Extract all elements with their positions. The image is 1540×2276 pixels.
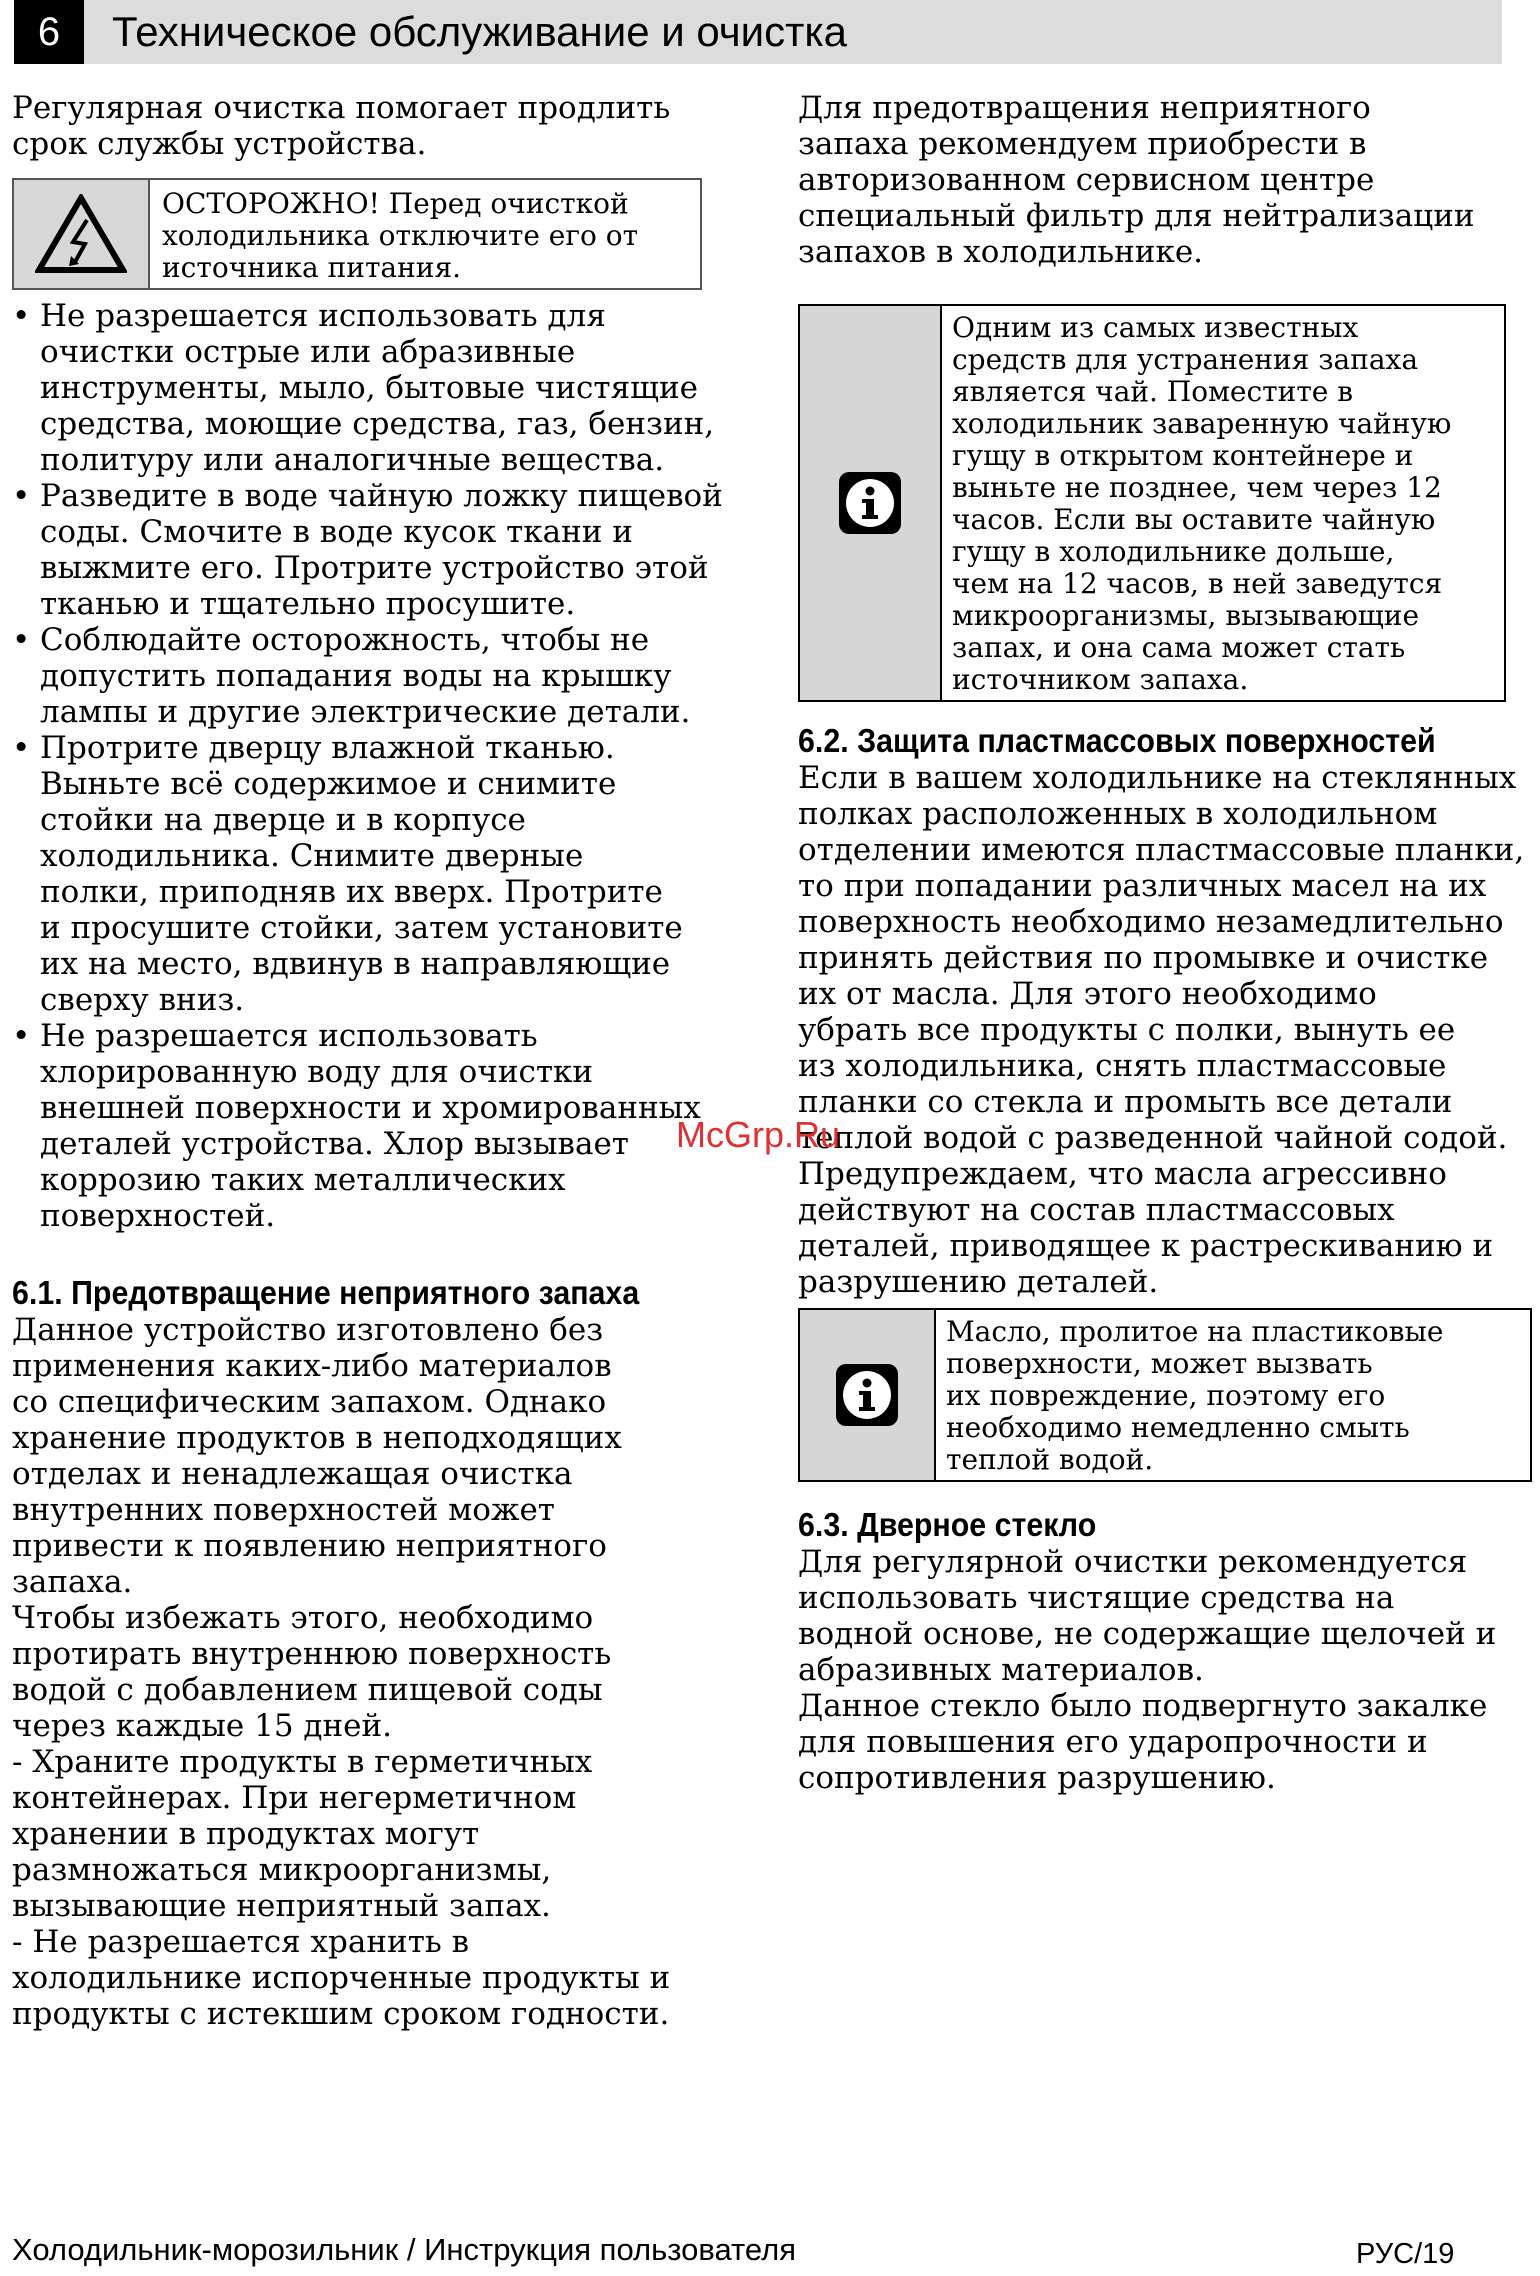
- list-item: • Соблюдайте осторожность, чтобы не допустить попадания воды на крышку лампы и другие электрические детали.: [12, 622, 752, 730]
- warning-text: ОСТОРОЖНО! Перед очисткой холодильника отключите его от источника питания.: [162, 187, 639, 284]
- left-column: [12, 90, 752, 2032]
- intro-text: Регулярная очистка помогает продлить срок службы устройства.: [12, 90, 671, 162]
- section-6-3-heading: 6.3. Дверное стекло: [798, 1506, 1097, 1543]
- info-icon: [837, 470, 903, 536]
- odor-filter-text: Для предотвращения неприятного запаха рекомендуем приобрести в авторизованном сервисном центре специальный фильтр для нейтрализации запахов в холодильнике.: [798, 90, 1475, 270]
- list-item: • Протрите дверцу влажной тканью. Выньте всё содержимое и снимите стойки на дверце и в корпусе холодильника. Снимите дверные полки, приподняв их вверх. Протрите и просушите стойки, затем установите их на место, вдвинув в направляющие сверху вниз.: [12, 730, 752, 1018]
- section-6-3-text: Для регулярной очистки рекомендуется использовать чистящие средства на водной основе, не содержащие щелочей и абразивных материалов. Данное стекло было подвергнуто закалке для повышения его ударопрочности и сопротивления разрушению.: [798, 1544, 1497, 1796]
- footer-document-title: Холодильник-морозильник / Инструкция пользователя: [12, 2232, 796, 2267]
- footer-page-number: РУС/19: [1356, 2238, 1455, 2270]
- info-icon: [834, 1362, 900, 1428]
- info-oil-text: Масло, пролитое на пластиковые поверхности, может вызвать их повреждение, поэтому его необходимо немедленно смыть теплой водой.: [946, 1315, 1444, 1476]
- warning-icon-cell: [14, 180, 150, 288]
- warning-box: [12, 178, 702, 290]
- list-item: • Не разрешается использовать хлорированную воду для очистки внешней поверхности и хромированных деталей устройства. Хлор вызывает коррозию таких металлических поверхностей.: [12, 1018, 752, 1234]
- info-tea-text: Одним из самых известных средств для устранения запаха является чай. Поместите в холодильник заваренную чайную гущу в открытом контейнере и выньте не позднее, чем через 12 часов. Если вы оставите чайную гущу в холодильнике дольше, чем на 12 часов, в ней заведутся микроорганизмы, вызывающие запах, и она сама может стать источником запаха.: [952, 311, 1452, 696]
- section-6-2-text: Если в вашем холодильнике на стеклянных полках расположенных в холодильном отделении имеются пластмассовые планки, то при попадании различных масел на их поверхность необходимо незамедлительно принять действия по промывке и очистке их от масла. Для этого необходимо убрать все продукты с полки, вынуть ее из холодильника, снять пластмассовые планки со стекла и промыть все детали теплой водой с разведенной чайной содой. Предупреждаем, что масла агрессивно действуют на состав пластмассовых деталей, приводящее к растрескиванию и разрушению деталей.: [798, 760, 1525, 1300]
- section-number: 6: [14, 0, 84, 64]
- list-item: • Разведите в воде чайную ложку пищевой соды. Смочите в воде кусок ткани и выжмите его. Протрите устройство этой тканью и тщательно просушите.: [12, 478, 752, 622]
- right-column: [798, 90, 1538, 1796]
- info-box-tea: [798, 304, 1506, 702]
- watermark: McGrp.Ru: [676, 1114, 841, 1155]
- cleaning-bullet-list: [12, 298, 752, 1234]
- section-header: [14, 0, 1502, 64]
- section-6-2-heading: 6.2. Защита пластмассовых поверхностей: [798, 722, 1436, 759]
- page-title: Техническое обслуживание и очистка: [112, 8, 848, 55]
- info-icon-cell: [800, 306, 942, 700]
- high-voltage-warning-icon: [35, 194, 127, 274]
- info-box-oil: [798, 1308, 1532, 1482]
- list-item: • Не разрешается использовать для очистки острые или абразивные инструменты, мыло, бытовые чистящие средства, моющие средства, газ, бензин, политуру или аналогичные вещества.: [12, 298, 752, 478]
- section-6-1-text: Данное устройство изготовлено без применения каких-либо материалов со специфическим запахом. Однако хранение продуктов в неподходящих отделах и ненадлежащая очистка внутренних поверхностей может привести к появлению неприятного запаха. Чтобы избежать этого, необходимо протирать внутреннюю поверхность водой с добавлением пищевой соды через каждые 15 дней. - Храните продукты в герметичных контейнерах. При негерметичном хранении в продуктах могут размножаться микроорганизмы, вызывающие неприятный запах. - Не разрешается хранить в холодильнике испорченные продукты и продукты с истекшим сроком годности.: [12, 1312, 671, 2032]
- info-icon-cell: [800, 1310, 936, 1480]
- section-6-1-heading: 6.1. Предотвращение неприятного запаха: [12, 1274, 640, 1311]
